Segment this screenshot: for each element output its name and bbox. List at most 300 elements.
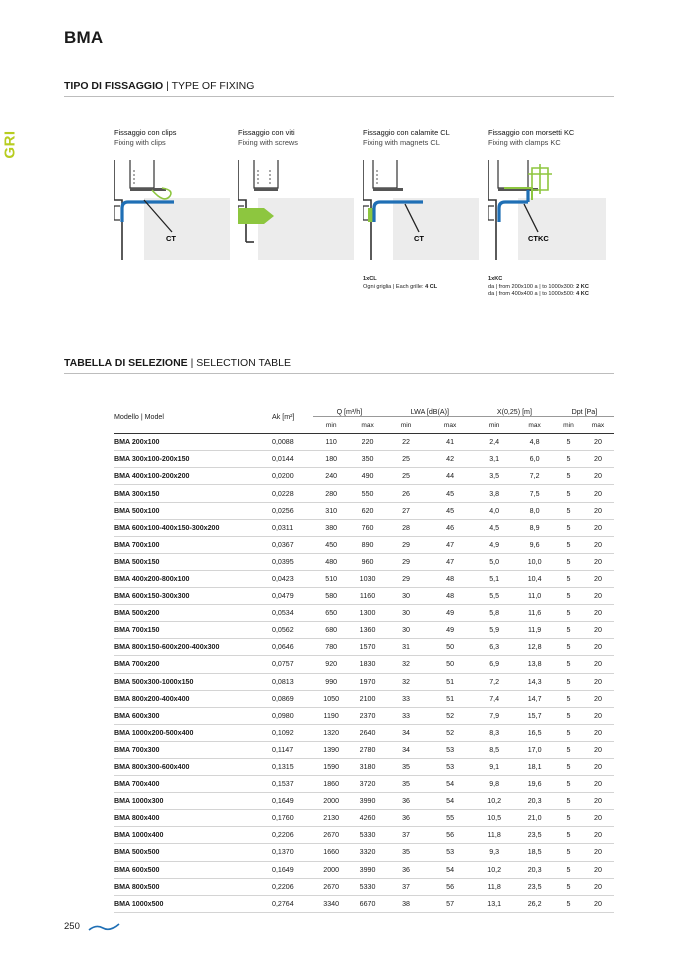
- value-cell: 0,0646: [272, 643, 294, 652]
- col-dp: Dpt [Pa]: [555, 400, 614, 417]
- fixing-type-en: Fixing with clamps KC: [488, 138, 561, 147]
- wave-logo-icon: [88, 921, 120, 933]
- value-cell: 1570: [359, 643, 376, 652]
- value-cell: 33: [402, 694, 410, 703]
- value-cell: 5: [566, 711, 571, 720]
- value-cell: 480: [325, 557, 338, 566]
- value-cell: 3,8: [489, 489, 500, 498]
- selection-heading-en: SELECTION TABLE: [196, 357, 291, 369]
- clips-fixing-diagram: [114, 160, 234, 260]
- value-cell: 5: [566, 797, 571, 806]
- value-cell: 3320: [359, 848, 376, 857]
- value-cell: 0,2764: [272, 899, 294, 908]
- model-cell: BMA 800x300-600x400: [114, 763, 190, 772]
- value-cell: 23,5: [527, 831, 542, 840]
- model-cell: BMA 400x100-200x200: [114, 472, 190, 481]
- value-cell: 580: [325, 592, 338, 601]
- value-cell: 7,4: [489, 694, 500, 703]
- value-cell: 10,0: [527, 557, 542, 566]
- model-cell: BMA 400x200-800x100: [114, 574, 190, 583]
- value-cell: 11,9: [527, 626, 542, 635]
- value-cell: 760: [361, 523, 374, 532]
- value-cell: 5,1: [489, 574, 500, 583]
- value-cell: 1030: [359, 574, 376, 583]
- value-cell: 0,1147: [272, 745, 294, 754]
- table-row: [114, 468, 614, 485]
- value-cell: 0,0869: [272, 694, 294, 703]
- value-cell: 20: [594, 780, 602, 789]
- col-lwa: LWA [dB(A)]: [386, 400, 474, 417]
- value-cell: 13,8: [527, 660, 542, 669]
- value-cell: 37: [402, 831, 410, 840]
- value-cell: 20: [594, 814, 602, 823]
- model-cell: BMA 800x500: [114, 882, 160, 891]
- note-bold: 2 KC: [576, 283, 589, 290]
- value-cell: 35: [402, 780, 410, 789]
- value-cell: 32: [402, 660, 410, 669]
- value-cell: 46: [446, 523, 455, 532]
- fixing-heading-sep: |: [163, 80, 172, 92]
- side-tab-label: GRI: [1, 130, 19, 159]
- value-cell: 20: [594, 711, 602, 720]
- model-cell: BMA 600x500: [114, 865, 160, 874]
- model-cell: BMA 200x100: [114, 438, 160, 447]
- value-cell: 30: [402, 592, 410, 601]
- table-row: [114, 741, 614, 758]
- value-cell: 16,5: [527, 728, 542, 737]
- magnets-fixing-diagram: [363, 160, 483, 260]
- model-cell: BMA 800x200-400x400: [114, 694, 190, 703]
- value-cell: 57: [446, 899, 455, 908]
- value-cell: 29: [402, 574, 410, 583]
- value-cell: 1050: [323, 694, 340, 703]
- clamps-note: [488, 276, 589, 299]
- value-cell: 56: [446, 882, 455, 891]
- value-cell: 25: [402, 455, 410, 464]
- value-cell: 36: [402, 814, 410, 823]
- value-cell: 10,2: [487, 797, 502, 806]
- value-cell: 47: [446, 540, 455, 549]
- value-cell: 20: [594, 523, 602, 532]
- table-row: [114, 878, 614, 895]
- model-cell: BMA 800x400: [114, 814, 160, 823]
- model-cell: BMA 600x100-400x150-300x200: [114, 523, 220, 532]
- value-cell: 20: [594, 438, 602, 447]
- note-line2: [488, 284, 589, 292]
- col-model: Modello | Model: [114, 400, 269, 434]
- value-cell: 19,6: [527, 780, 542, 789]
- value-cell: 56: [446, 831, 455, 840]
- value-cell: 52: [446, 728, 455, 737]
- value-cell: 0,1092: [272, 728, 294, 737]
- value-cell: 0,1537: [272, 780, 294, 789]
- model-cell: BMA 700x100: [114, 540, 160, 549]
- fixing-type-screws: [238, 128, 360, 148]
- value-cell: 5: [566, 455, 571, 464]
- value-cell: 9,3: [489, 848, 500, 857]
- value-cell: 18,1: [527, 763, 542, 772]
- table-row: [114, 844, 614, 861]
- note-line3: [488, 291, 589, 299]
- value-cell: 5: [566, 557, 571, 566]
- value-cell: 2130: [323, 814, 340, 823]
- value-cell: 1830: [359, 660, 376, 669]
- value-cell: 20: [594, 574, 602, 583]
- col-min: min: [386, 417, 427, 434]
- value-cell: 5: [566, 660, 571, 669]
- value-cell: 650: [325, 609, 338, 618]
- table-row: [114, 502, 614, 519]
- value-cell: 6,0: [529, 455, 540, 464]
- value-cell: 2000: [323, 797, 340, 806]
- selection-heading: [64, 357, 291, 369]
- value-cell: 780: [325, 643, 338, 652]
- value-cell: 38: [402, 899, 410, 908]
- col-x: X(0,25) [m]: [474, 400, 555, 417]
- note-text: Ogni griglia | Each grille:: [363, 283, 426, 290]
- value-cell: 0,2206: [272, 831, 294, 840]
- value-cell: 23,5: [527, 882, 542, 891]
- note-text: da | from 200x100 a | to 1000x300:: [488, 283, 577, 290]
- value-cell: 20: [594, 609, 602, 618]
- value-cell: 49: [446, 626, 455, 635]
- value-cell: 1320: [323, 728, 340, 737]
- value-cell: 53: [446, 763, 455, 772]
- value-cell: 5: [566, 609, 571, 618]
- table-row: [114, 707, 614, 724]
- value-cell: 3720: [359, 780, 376, 789]
- value-cell: 180: [325, 455, 338, 464]
- value-cell: 3340: [323, 899, 340, 908]
- value-cell: 0,0228: [272, 489, 294, 498]
- value-cell: 5: [566, 523, 571, 532]
- value-cell: 48: [446, 574, 455, 583]
- col-min: min: [474, 417, 514, 434]
- value-cell: 20: [594, 797, 602, 806]
- value-cell: 51: [446, 694, 455, 703]
- value-cell: 990: [325, 677, 338, 686]
- value-cell: 0,0757: [272, 660, 294, 669]
- value-cell: 8,0: [529, 506, 540, 515]
- value-cell: 0,0256: [272, 506, 294, 515]
- value-cell: 5: [566, 489, 571, 498]
- model-cell: BMA 800x150-600x200-400x300: [114, 643, 220, 652]
- col-max: max: [582, 417, 614, 434]
- table-row: [114, 776, 614, 793]
- value-cell: 20: [594, 489, 602, 498]
- value-cell: 4,5: [489, 523, 500, 532]
- value-cell: 510: [325, 574, 338, 583]
- value-cell: 0,2206: [272, 882, 294, 891]
- value-cell: 26: [402, 489, 410, 498]
- value-cell: 7,9: [489, 711, 500, 720]
- value-cell: 5,8: [489, 609, 500, 618]
- value-cell: 350: [361, 455, 374, 464]
- table-row: [114, 553, 614, 570]
- value-cell: 28: [402, 523, 410, 532]
- selection-heading-it: TABELLA DI SELEZIONE: [64, 357, 188, 369]
- value-cell: 4,8: [529, 438, 540, 447]
- table-row: [114, 485, 614, 502]
- value-cell: 55: [446, 814, 455, 823]
- table-row: [114, 519, 614, 536]
- value-cell: 7,2: [489, 677, 500, 686]
- value-cell: 6,9: [489, 660, 500, 669]
- value-cell: 550: [361, 489, 374, 498]
- value-cell: 5: [566, 472, 571, 481]
- value-cell: 1390: [323, 745, 340, 754]
- page-number: 250: [64, 921, 80, 932]
- value-cell: 31: [402, 643, 410, 652]
- value-cell: 3990: [359, 797, 376, 806]
- value-cell: 5: [566, 677, 571, 686]
- fixing-type-en: Fixing with magnets CL: [363, 138, 440, 147]
- value-cell: 110: [325, 438, 337, 447]
- value-cell: 20: [594, 745, 602, 754]
- table-row: [114, 588, 614, 605]
- table-header-row: [114, 400, 614, 417]
- value-cell: 0,1649: [272, 797, 294, 806]
- value-cell: 53: [446, 745, 455, 754]
- col-q: Q [m³/h]: [313, 400, 386, 417]
- value-cell: 14,7: [527, 694, 542, 703]
- value-cell: 35: [402, 763, 410, 772]
- value-cell: 37: [402, 882, 410, 891]
- value-cell: 51: [446, 677, 455, 686]
- value-cell: 10,4: [527, 574, 542, 583]
- model-cell: BMA 500x150: [114, 557, 160, 566]
- table-row: [114, 861, 614, 878]
- model-cell: BMA 300x150: [114, 489, 160, 498]
- value-cell: 2370: [359, 711, 376, 720]
- value-cell: 8,3: [489, 728, 500, 737]
- value-cell: 2000: [323, 865, 340, 874]
- value-cell: 20: [594, 455, 602, 464]
- value-cell: 450: [325, 540, 338, 549]
- model-cell: BMA 500x500: [114, 848, 160, 857]
- model-cell: BMA 1000x200-500x400: [114, 728, 194, 737]
- value-cell: 20: [594, 831, 602, 840]
- side-tab: [2, 124, 26, 164]
- value-cell: 5: [566, 899, 571, 908]
- value-cell: 11,8: [487, 831, 501, 840]
- value-cell: 1360: [359, 626, 376, 635]
- value-cell: 0,0311: [272, 523, 294, 532]
- table-row: [114, 639, 614, 656]
- value-cell: 5: [566, 814, 571, 823]
- value-cell: 5: [566, 882, 571, 891]
- value-cell: 5: [566, 745, 571, 754]
- value-cell: 3,5: [489, 472, 500, 481]
- model-cell: BMA 500x300-1000x150: [114, 677, 194, 686]
- fixing-type-it: Fissaggio con clips: [114, 128, 177, 137]
- value-cell: 1300: [359, 609, 376, 618]
- model-cell: BMA 500x200: [114, 609, 160, 618]
- fixing-heading-it: TIPO DI FISSAGGIO: [64, 80, 164, 92]
- table-row: [114, 622, 614, 639]
- value-cell: 26,2: [527, 899, 542, 908]
- value-cell: 4260: [359, 814, 376, 823]
- value-cell: 1860: [323, 780, 340, 789]
- value-cell: 0,0534: [272, 609, 294, 618]
- value-cell: 1590: [323, 763, 340, 772]
- table-row: [114, 827, 614, 844]
- value-cell: 0,1370: [272, 848, 294, 857]
- value-cell: 20: [594, 660, 602, 669]
- value-cell: 20: [594, 728, 602, 737]
- value-cell: 7,5: [529, 489, 540, 498]
- value-cell: 20: [594, 540, 602, 549]
- note-bold: 4 KC: [576, 291, 589, 298]
- table-row: [114, 810, 614, 827]
- value-cell: 44: [446, 472, 455, 481]
- value-cell: 960: [361, 557, 374, 566]
- selection-table: [114, 400, 614, 913]
- value-cell: 5: [566, 780, 571, 789]
- value-cell: 27: [402, 506, 410, 515]
- table-row: [114, 570, 614, 587]
- model-cell: BMA 500x100: [114, 506, 160, 515]
- value-cell: 310: [325, 506, 338, 515]
- value-cell: 5: [566, 694, 571, 703]
- table-row: [114, 690, 614, 707]
- value-cell: 680: [325, 626, 338, 635]
- value-cell: 240: [325, 472, 338, 481]
- fixing-type-en: Fixing with screws: [238, 138, 298, 147]
- value-cell: 21,0: [527, 814, 542, 823]
- value-cell: 30: [402, 626, 410, 635]
- note-line1: 1xCL: [363, 276, 377, 282]
- model-cell: BMA 700x400: [114, 780, 160, 789]
- value-cell: 6670: [359, 899, 376, 908]
- value-cell: 20: [594, 763, 602, 772]
- value-cell: 20: [594, 848, 602, 857]
- value-cell: 18,5: [527, 848, 542, 857]
- clamps-fixing-diagram: [488, 160, 610, 260]
- value-cell: 22: [402, 438, 410, 447]
- table-row: [114, 724, 614, 741]
- note-line1: 1xKC: [488, 276, 503, 282]
- note-bold: 4 CL: [425, 283, 438, 290]
- value-cell: 20,3: [527, 797, 542, 806]
- value-cell: 5: [566, 728, 571, 737]
- value-cell: 0,1649: [272, 865, 294, 874]
- value-cell: 4,0: [489, 506, 500, 515]
- value-cell: 20: [594, 899, 602, 908]
- value-cell: 50: [446, 660, 455, 669]
- value-cell: 5: [566, 643, 571, 652]
- model-cell: BMA 300x100-200x150: [114, 455, 190, 464]
- value-cell: 5: [566, 848, 571, 857]
- selection-divider: [64, 373, 614, 374]
- table-row: [114, 451, 614, 468]
- fixing-type-magnets: [363, 128, 485, 290]
- screws-fixing-diagram: [238, 160, 358, 260]
- value-cell: 5,5: [489, 592, 500, 601]
- value-cell: 33: [402, 711, 410, 720]
- value-cell: 20: [594, 882, 602, 891]
- value-cell: 20: [594, 865, 602, 874]
- fixing-type-it: Fissaggio con morsetti KC: [488, 128, 575, 137]
- note-line2: [363, 284, 437, 292]
- value-cell: 54: [446, 780, 455, 789]
- value-cell: 5330: [359, 831, 376, 840]
- model-cell: BMA 600x150-300x300: [114, 592, 190, 601]
- value-cell: 0,0423: [272, 574, 294, 583]
- fixing-heading: [64, 80, 254, 92]
- value-cell: 50: [446, 643, 455, 652]
- value-cell: 490: [361, 472, 374, 481]
- value-cell: 0,1315: [272, 763, 294, 772]
- magnets-note: [363, 276, 437, 291]
- value-cell: 6,3: [489, 643, 500, 652]
- value-cell: 380: [325, 523, 338, 532]
- value-cell: 890: [361, 540, 374, 549]
- value-cell: 5: [566, 574, 571, 583]
- fixing-type-it: Fissaggio con viti: [238, 128, 295, 137]
- fixing-heading-en: TYPE OF FIXING: [171, 80, 255, 92]
- value-cell: 920: [325, 660, 338, 669]
- table-row: [114, 434, 614, 451]
- value-cell: 0,0813: [272, 677, 294, 686]
- value-cell: 9,1: [489, 763, 500, 772]
- col-min: min: [555, 417, 582, 434]
- model-cell: BMA 1000x500: [114, 899, 164, 908]
- value-cell: 14,3: [527, 677, 542, 686]
- value-cell: 54: [446, 797, 455, 806]
- value-cell: 41: [446, 438, 455, 447]
- value-cell: 5: [566, 763, 571, 772]
- value-cell: 45: [446, 506, 455, 515]
- value-cell: 1160: [359, 592, 376, 601]
- value-cell: 20: [594, 626, 602, 635]
- value-cell: 49: [446, 609, 455, 618]
- value-cell: 3180: [359, 763, 376, 772]
- table-row: [114, 605, 614, 622]
- value-cell: 32: [402, 677, 410, 686]
- selection-heading-sep: |: [187, 357, 197, 369]
- value-cell: 3990: [359, 865, 376, 874]
- value-cell: 20: [594, 592, 602, 601]
- value-cell: 5,9: [489, 626, 500, 635]
- value-cell: 20,3: [527, 865, 542, 874]
- value-cell: 20: [594, 643, 602, 652]
- value-cell: 35: [402, 848, 410, 857]
- value-cell: 42: [446, 455, 455, 464]
- value-cell: 34: [402, 728, 410, 737]
- fixing-type-en: Fixing with clips: [114, 138, 166, 147]
- value-cell: 5: [566, 506, 571, 515]
- model-cell: BMA 700x200: [114, 660, 160, 669]
- page-title: BMA: [64, 28, 104, 47]
- value-cell: 36: [402, 865, 410, 874]
- value-cell: 2780: [359, 745, 376, 754]
- value-cell: 0,0088: [272, 438, 294, 447]
- value-cell: 0,0980: [272, 711, 294, 720]
- table-row: [114, 758, 614, 775]
- fixing-divider: [64, 96, 614, 97]
- value-cell: 54: [446, 865, 455, 874]
- value-cell: 20: [594, 472, 602, 481]
- col-max: max: [426, 417, 474, 434]
- value-cell: 52: [446, 711, 455, 720]
- value-cell: 0,0367: [272, 540, 294, 549]
- value-cell: 34: [402, 745, 410, 754]
- value-cell: 12,8: [527, 643, 542, 652]
- value-cell: 2,4: [489, 438, 500, 447]
- value-cell: 11,0: [527, 592, 542, 601]
- fixing-type-clips: [114, 128, 236, 243]
